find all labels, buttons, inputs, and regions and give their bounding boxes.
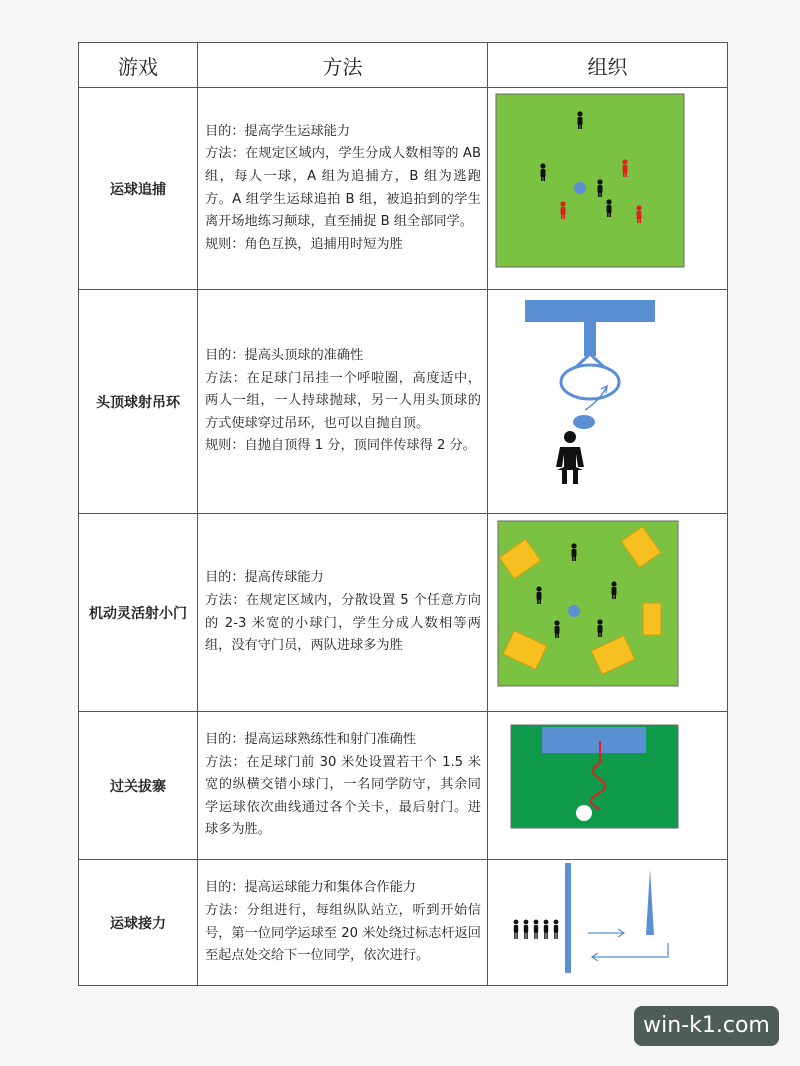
- small-goals-icon: [488, 515, 726, 711]
- game-name: 头顶球射吊环: [79, 290, 198, 514]
- game-name: 运球接力: [79, 860, 198, 986]
- method-purpose: 目的：提高传球能力: [205, 570, 324, 586]
- table-header-row: [79, 43, 728, 88]
- table-row: [79, 88, 728, 290]
- table-row: [79, 514, 728, 712]
- organization-diagram: [488, 514, 728, 712]
- organization-diagram: [488, 88, 728, 290]
- organization-diagram: [488, 290, 728, 514]
- method-description: 方法：在规定区域内，学生分成人数相等的 AB 组，每人一球，A 组为追捕方，B 组为逃跑方。A 组学生运球追拍 B 组，被追拍到的学生离开场地练习颠球，直至捕捉 B 组全部同学。: [205, 146, 481, 230]
- game-name: 过关拔寨: [79, 712, 198, 860]
- field-chase-icon: [488, 89, 726, 289]
- game-method: [198, 290, 488, 514]
- game-method: [198, 88, 488, 290]
- relay-icon: [488, 861, 726, 985]
- method-purpose: 目的：提高头顶球的准确性: [205, 348, 364, 364]
- method-purpose: 目的：提高学生运球能力: [205, 123, 351, 139]
- method-description: 方法：分组进行，每组纵队站立，听到开始信号，第一位同学运球至 20 米处绕过标志杆返回至起点处交给下一位同学，依次进行。: [205, 902, 481, 964]
- games-table: [78, 42, 728, 986]
- watermark-badge: win-k1.com: [634, 1006, 779, 1046]
- dribble-gates-icon: [488, 713, 726, 859]
- method-description: 方法：在足球门吊挂一个呼啦圈，高度适中，两人一组，一人持球抛球，另一人用头顶球的方式使球穿过吊环，也可以自抛自顶。: [205, 370, 481, 431]
- header-organization: 组织: [488, 43, 728, 88]
- organization-diagram: [488, 712, 728, 860]
- method-purpose: 目的：提高运球能力和集体合作能力: [205, 880, 416, 896]
- game-method: [198, 514, 488, 712]
- method-description: 方法：在足球门前 30 米处设置若干个 1.5 米宽的纵横交错小球门，一名同学防守，其余同学运球依次曲线通过各个关卡，最后射门。进球多为胜。: [205, 754, 481, 838]
- table-row: [79, 290, 728, 514]
- method-description: 方法：在规定区域内，分散设置 5 个任意方向的 2-3 米宽的小球门，学生分成人数相等两组，没有守门员，两队进球多为胜: [205, 592, 481, 654]
- method-rule: 规则：角色互换，追捕用时短为胜: [205, 236, 403, 252]
- header-method: 方法: [198, 43, 488, 88]
- header-hoop-icon: [488, 292, 726, 512]
- organization-diagram: [488, 860, 728, 986]
- game-name: 运球追捕: [79, 88, 198, 290]
- method-rule: 规则：自抛自顶得 1 分，顶同伴传球得 2 分。: [205, 438, 476, 454]
- table-row: [79, 860, 728, 986]
- game-method: [198, 860, 488, 986]
- method-purpose: 目的：提高运球熟练性和射门准确性: [205, 732, 416, 748]
- game-name: 机动灵活射小门: [79, 514, 198, 712]
- header-game: 游戏: [79, 43, 198, 88]
- table-row: [79, 712, 728, 860]
- game-method: [198, 712, 488, 860]
